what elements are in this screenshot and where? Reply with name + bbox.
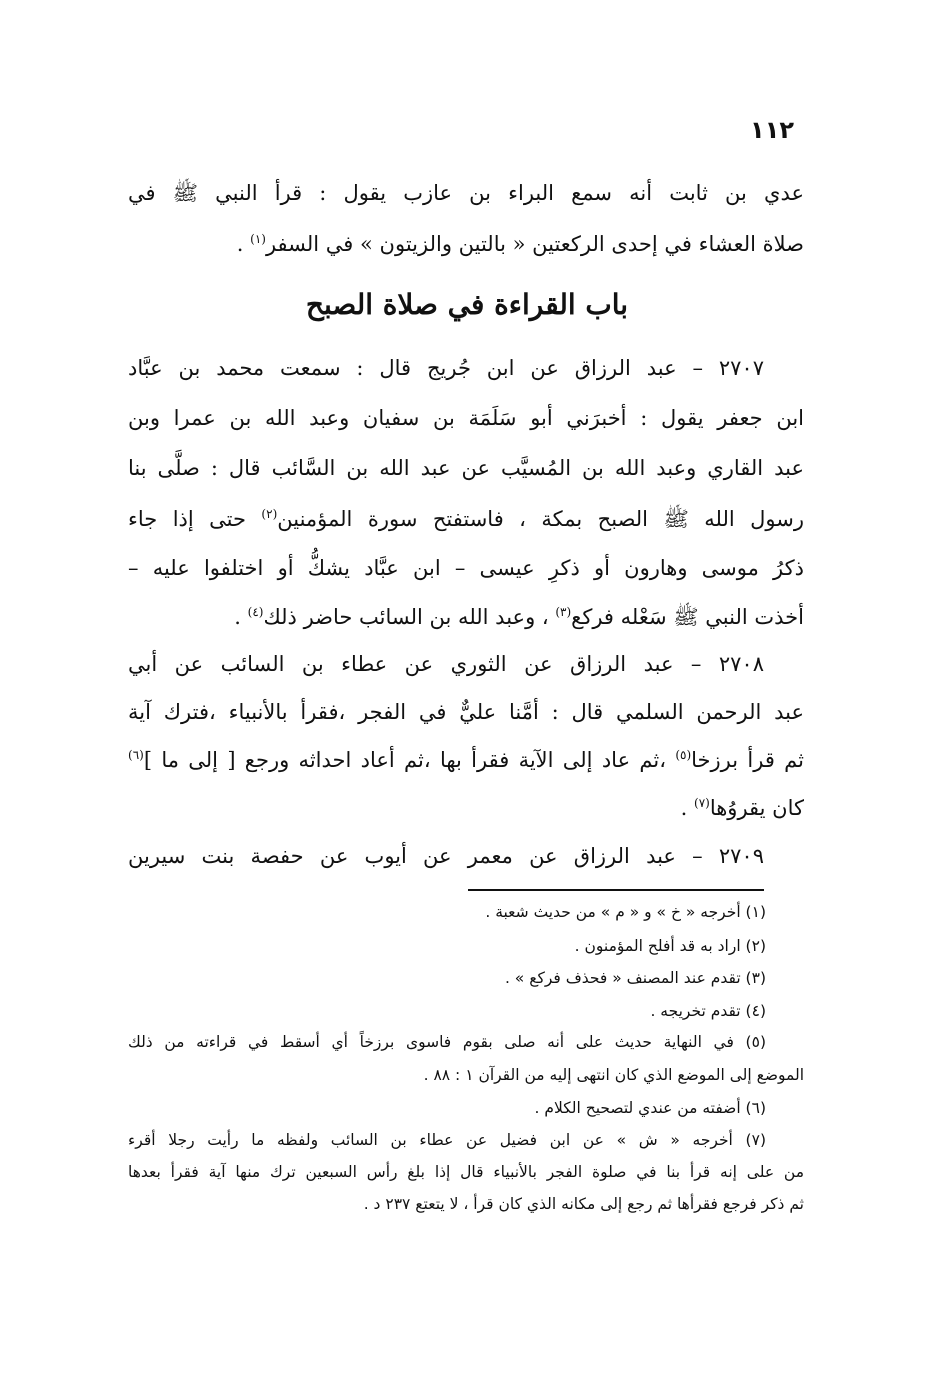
hadith-2708-line-2: عبد الرحمن السلمي قال : أمَّنا عليٌّ في الفجر ،فقرأ بالأنبياء ،فترك آية <box>128 700 804 724</box>
intro-line-1: عدي بن ثابت أنه سمع البراء بن عازب يقول : قرأ النبي ﷺ في <box>128 181 804 205</box>
intro-line-2-end: . <box>236 232 251 256</box>
hadith-2707-line-4-a: رسول الله ﷺ الصبح بمكة ، فاستفتح سورة المؤمنين <box>277 507 804 531</box>
footnote-3: (٣) تقدم عند المصنف « فحذف فركع » . <box>504 969 766 987</box>
hadith-2708-line-4-a: كان يقروُها <box>709 796 804 820</box>
hadith-2707-line-2: ابن جعفر يقول : أخبرَني أبو سَلَمَة بن سفيان وعبد الله بن عمرا وبن <box>128 406 804 430</box>
hadith-2707-line-6-b: ، وعبد الله بن السائب حاضر ذلك <box>263 605 556 629</box>
hadith-2707-line-4-b: حتى إذا جاء <box>128 507 262 531</box>
hadith-2707-line-6-a: أخذت النبي ﷺ سَعْله فركع <box>571 605 804 629</box>
footnote-ref-5[interactable]: (٥) <box>675 748 692 762</box>
hadith-2707-line-4 <box>128 506 804 537</box>
footnote-ref-6[interactable]: (٦) <box>128 748 144 762</box>
intro-line-2-text: صلاة العشاء في إحدى الركعتين « بالتين والزيتون » في السفر <box>265 232 804 256</box>
footnote-4: (٤) تقدم تخريجه . <box>650 1002 766 1020</box>
footnote-1: (١) أخرجه « خ » و « م » من حديث شعبة . <box>485 903 766 921</box>
footnote-ref-4[interactable]: (٤) <box>247 605 264 619</box>
hadith-2708-line-1: ٢٧٠٨ – عبد الرزاق عن الثوري عن عطاء بن السائب عن أبي <box>128 652 764 676</box>
hadith-2708-line-4-end: . <box>680 796 694 820</box>
footnote-7-line-3: ثم ذكر فرجع فقرأها ثم رجع إلى مكانه الذي كان قرأ ، لا يتعتع ٢٣٧ د . <box>363 1195 804 1213</box>
footnote-5-line-1: (٥) في النهاية حديث على أنه صلى بقوم فاسوى برزخاً أي أسقط في قراءته من ذلك <box>128 1033 766 1051</box>
intro-line-2 <box>128 232 804 256</box>
footnote-6: (٦) أضفته من عندي لتصحيح الكلام . <box>534 1099 766 1117</box>
page-number: ١١٢ <box>750 116 794 144</box>
footnote-2: (٢) اراد به قد أفلح المؤمنون . <box>574 937 766 955</box>
chapter-heading: باب القراءة في صلاة الصبح <box>305 288 629 321</box>
hadith-2708-line-4 <box>128 796 804 820</box>
footnote-7-line-2: من على إنه قرأ بنا في صلوة الفجر بالأنبياء قال إذا بلغ رأس السبعين ترك منها آية فقرأ بعدها <box>128 1163 804 1181</box>
footnote-ref-1[interactable]: (١) <box>250 232 266 246</box>
hadith-2708-line-3 <box>128 748 804 772</box>
hadith-2707-line-6-end: . <box>234 605 248 629</box>
hadith-2709-line-1: ٢٧٠٩ – عبد الرزاق عن معمر عن أيوب عن حفصة بنت سيرين <box>128 844 764 868</box>
footnote-ref-3[interactable]: (٣) <box>555 605 572 619</box>
hadith-2708-line-3-b: ،ثم عاد إلى الآية فقرأ بها ،ثم أعاد احداثه ورجع [ إلى ما ] <box>143 748 676 772</box>
footnote-5-line-2: الموضع إلى الموضع الذي كان انتهى إليه من القرآن ١ : ٨٨ . <box>423 1066 804 1084</box>
footnote-ref-2[interactable]: (٢) <box>261 507 278 521</box>
hadith-2708-line-3-a: ثم قرأ برزخا <box>691 748 804 772</box>
hadith-2707-line-6 <box>128 604 804 635</box>
hadith-2707-line-3: عبد القاري وعبد الله بن المُسيَّب عن عبد الله بن السَّائب قال : صلَّى بنا <box>128 456 804 480</box>
footnote-7-line-1: (٧) أخرجه « ش » عن ابن فضيل عن عطاء بن السائب ولفظه ما رأيت رجلا أقرء <box>128 1131 766 1149</box>
footnote-ref-7[interactable]: (٧) <box>694 796 710 810</box>
hadith-2707-line-5: ذكرُ موسى وهارون أو ذكرِ عيسى – ابن عبَّاد يشكُّ أو اختلفوا عليه – <box>128 556 804 580</box>
hadith-2707-line-1: ٢٧٠٧ – عبد الرزاق عن ابن جُريج قال : سمعت محمد بن عبَّاد <box>128 356 764 380</box>
footnote-separator <box>468 889 764 891</box>
